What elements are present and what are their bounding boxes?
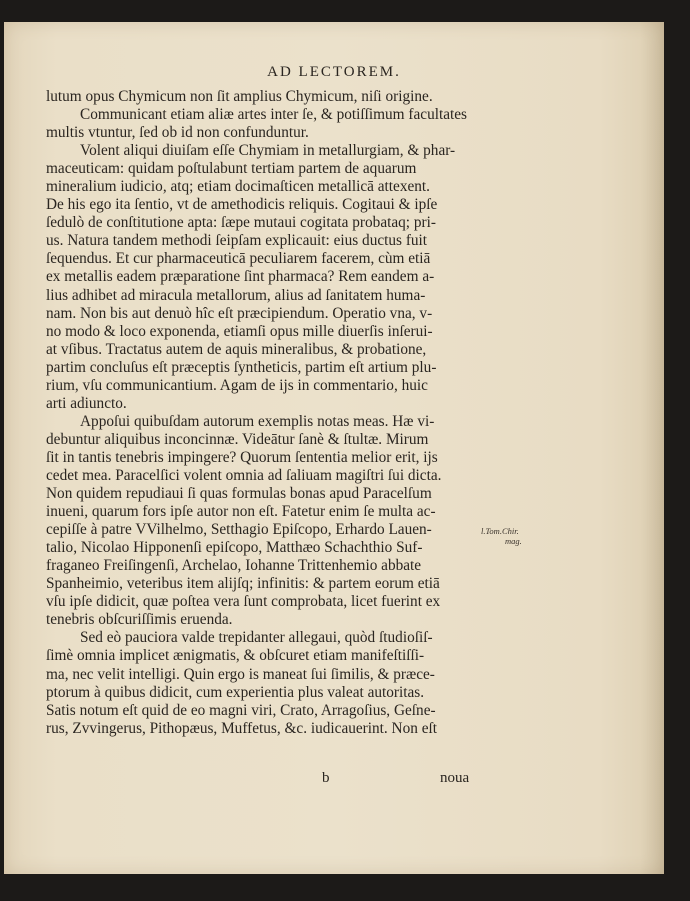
text-line: arti adiuncto. <box>46 394 127 412</box>
text-line: ptorum à quibus didicit, cum experientia plus valeat autoritas. <box>46 683 425 701</box>
text-line: rus, Zvvingerus, Pithopæus, Muffetus, &c. iudicauerint. Non eſt <box>46 719 438 737</box>
book-page <box>4 22 664 874</box>
text-line: multis vtuntur, ſed ob id non confunduntur. <box>46 124 309 142</box>
margin-note-line: l.Tom.Chir. <box>481 526 519 536</box>
running-title: AD LECTOREM. <box>267 64 401 80</box>
margin-note-line: mag. <box>505 536 522 546</box>
text-line: ma, nec velit intelligi. Quin ergo is maneat ſui ſimilis, & præce- <box>46 665 435 683</box>
catchword: noua <box>440 770 470 786</box>
text-line: ſedulò de conſtitutione apta: ſæpe mutaui cogitata probataq; pri- <box>46 214 436 232</box>
text-line: Satis notum eſt quid de eo magni viri, Crato, Arragoſius, Geſne- <box>46 701 436 719</box>
body-text <box>46 88 516 738</box>
text-line: Non quidem repudiaui ſi quas formulas bonas apud Paracelſum <box>46 485 432 503</box>
text-line: nam. Non bis aut denuò hîc eſt præcipiendum. Operatio vna, v- <box>46 304 433 322</box>
text-line: cepiſſe à patre VVilhelmo, Setthagio Epiſcopo, Erhardo Lauen- <box>46 521 432 539</box>
text-line: mineralium iudicio, atq; etiam docimaſticen metallicā attexent. <box>46 178 430 196</box>
text-line: us. Natura tandem methodi ſeipſam explicauit: eius ductus fuit <box>46 232 428 250</box>
text-line: tenebris obſcuriſſimis eruenda. <box>46 611 233 629</box>
margin-note <box>481 526 551 546</box>
text-line: inueni, quarum fors ipſe autor non eſt. Fatetur enim ſe multa ac- <box>46 503 436 521</box>
text-line: Sed eò pauciora valde trepidanter allegaui, quòd ſtudioſiſ- <box>80 629 433 647</box>
text-line: partim concluſus eſt præceptis ſyntheticis, partim eſt artium plu- <box>46 358 437 376</box>
text-line: Communicant etiam aliæ artes inter ſe, & potiſſimum facultates <box>80 106 468 124</box>
text-line: vſu ipſe didicit, quæ poſtea vera ſunt comprobata, licet fuerint ex <box>46 593 441 611</box>
text-line: lius adhibet ad miracula metallorum, alius ad ſanitatem huma- <box>46 286 426 304</box>
signature-mark: b <box>322 770 330 786</box>
text-line: rium, vſu communicantium. Agam de ijs in commentario, huic <box>46 376 428 394</box>
text-line: no modo & loco exponenda, etiamſi opus mille diuerſis inſerui- <box>46 322 433 340</box>
text-line: De his ego ita ſentio, vt de amethodicis reliquis. Cogitaui & ipſe <box>46 196 438 214</box>
text-line: Spanheimio, veteribus item alijſq; infinitis: & partem eorum etiā <box>46 575 440 593</box>
page-edge-shadow <box>640 22 664 874</box>
text-line: debuntur aliquibus inconcinnæ. Videātur ſanè & ſtultæ. Mirum <box>46 430 429 448</box>
text-line: ſequendus. Et cur pharmaceuticā peculiarem facerem, cùm etiā <box>46 250 431 268</box>
text-line: ex metallis eadem præparatione ſint pharmaca? Rem eandem a- <box>46 268 435 286</box>
text-line: lutum opus Chymicum non ſit amplius Chymicum, niſi origine. <box>46 88 433 105</box>
text-line: cedet mea. Paracelſici volent omnia ad ſaliuam magiſtri ſui dicta. <box>46 466 442 484</box>
text-line: talio, Nicolao Hipponenſi epiſcopo, Matthæo Schachthio Suf- <box>46 539 423 557</box>
text-line: maceuticam: quidam poſtulabunt tertiam partem de aquarum <box>46 160 417 178</box>
text-line: ſit in tantis tenebris impingere? Quorum ſententia melior erit, ijs <box>46 448 438 466</box>
text-line: fraganeo Freiſingenſi, Archelao, Iohanne Trittenhemio abbate <box>46 557 422 575</box>
text-line: at vſibus. Tractatus autem de aquis mineralibus, & probatione, <box>46 340 427 358</box>
text-line: ſimè omnia implicet ænigmatis, & obſcuret etiam manifeſtiſſi- <box>46 647 425 665</box>
text-line: Appoſui quibuſdam autorum exemplis notas meas. Hæ vi- <box>80 412 435 430</box>
text-line: Volent aliqui diuiſam eſſe Chymiam in metallurgiam, & phar- <box>80 142 456 160</box>
